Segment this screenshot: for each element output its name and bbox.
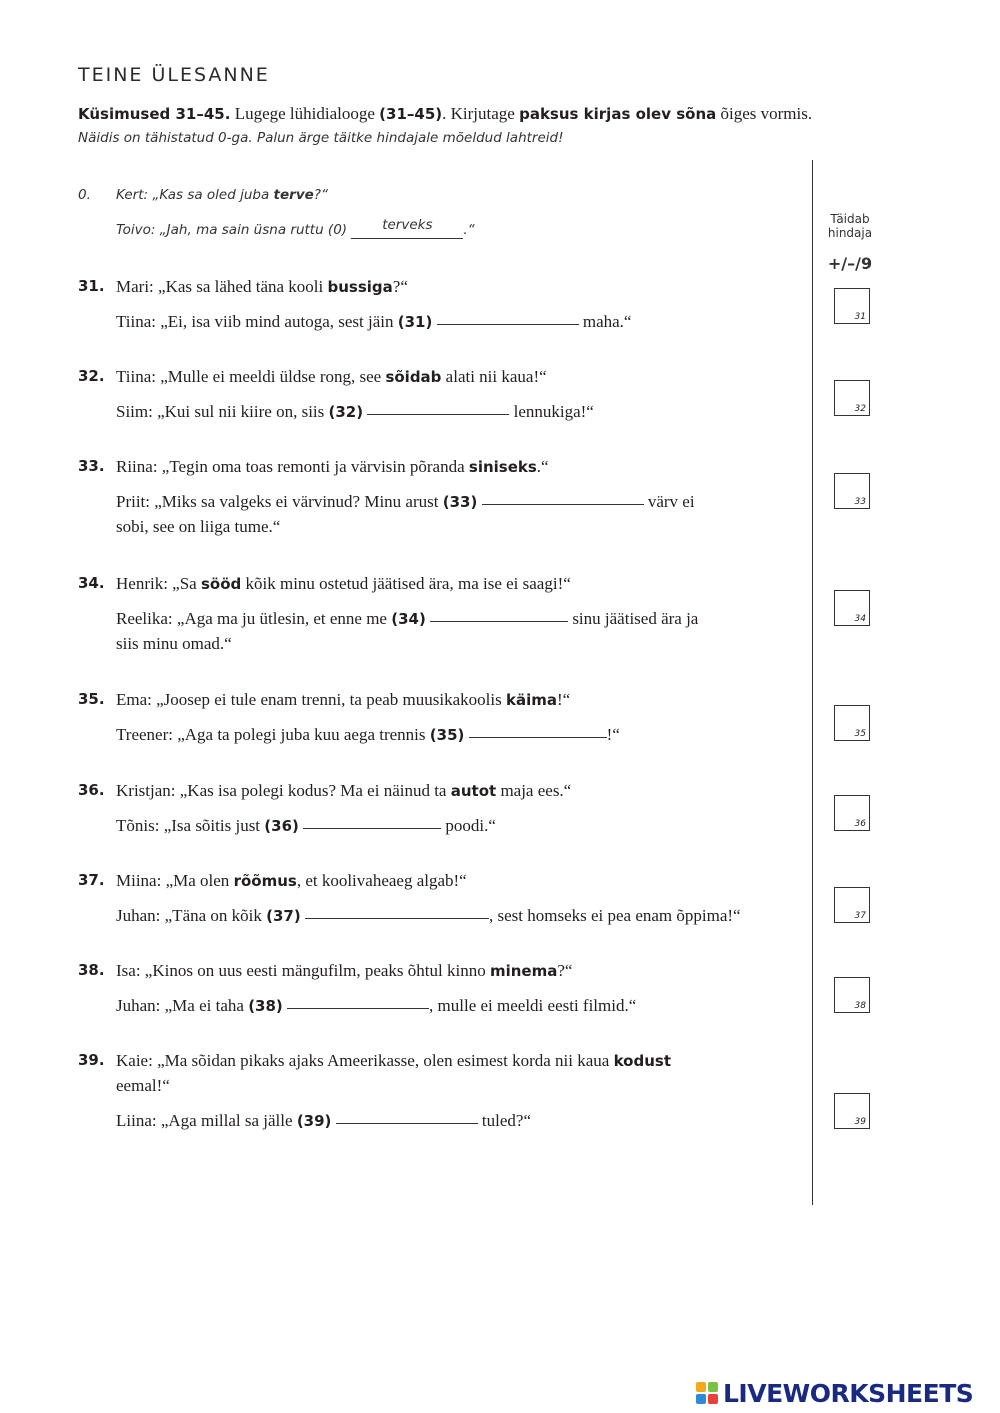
question-line-a-cont: eemal!“: [116, 1076, 170, 1095]
target-word: rõõmus: [233, 872, 297, 890]
grader-box-38: 38: [834, 977, 870, 1013]
target-word: käima: [505, 691, 557, 709]
liveworksheets-logo-icon: [696, 1382, 718, 1404]
example-number: 0.: [78, 187, 91, 203]
question-line-b: Treener: „Aga ta polegi juba kuu aega trennis (35) !“: [116, 725, 620, 744]
example-answer: terveks: [382, 217, 433, 233]
answer-blank-36[interactable]: [303, 827, 441, 829]
answer-blank-39[interactable]: [336, 1122, 478, 1124]
instructions: [78, 104, 878, 124]
grader-box-37: 37: [834, 887, 870, 923]
grader-label-line-2: hindaja: [827, 226, 873, 240]
grader-box-33: 33: [834, 473, 870, 509]
question-number: 32.: [78, 367, 105, 385]
grader-box-39: 39: [834, 1093, 870, 1129]
dialogue-range: (31–45): [379, 105, 443, 123]
question-line-b: Juhan: „Ma ei taha (38) , mulle ei meeldi eesti filmid.“: [116, 996, 637, 1015]
question-line-b-cont: siis minu omad.“: [116, 634, 232, 653]
grader-label: [818, 212, 882, 240]
grader-divider: [812, 160, 813, 1205]
question-number: 38.: [78, 961, 105, 979]
target-word: autot: [450, 782, 497, 800]
question-number: 31.: [78, 277, 105, 295]
instructions-note: Näidis on tähistatud 0-ga. Palun ärge täitke hindajale mõeldud lahtreid!: [78, 130, 564, 146]
answer-blank-38[interactable]: [287, 1007, 429, 1009]
answer-blank-31[interactable]: [437, 323, 579, 325]
question-number: 39.: [78, 1051, 105, 1069]
answer-blank-32[interactable]: [367, 413, 509, 415]
answer-blank-35[interactable]: [469, 736, 607, 738]
question-line-b: Tiina: „Ei, isa viib mind autoga, sest jäin (31) maha.“: [116, 312, 632, 331]
question-line-a: Ema: „Joosep ei tule enam trenni, ta peab muusikakoolis käima!“: [116, 690, 571, 709]
grader-label-line-1: Täidab: [830, 212, 870, 226]
question-line-a: Kaie: „Ma sõidan pikaks ajaks Ameerikasse, olen esimest korda nii kaua kodust: [116, 1051, 671, 1070]
example-line-2: Toivo: „Jah, ma sain üsna ruttu (0) terveks .“: [116, 217, 475, 238]
grader-box-31: 31: [834, 288, 870, 324]
question-line-a: Kristjan: „Kas isa polegi kodus? Ma ei näinud ta autot maja ees.“: [116, 781, 572, 800]
target-word: sõidab: [385, 368, 442, 386]
brand-name: LIVEWORKSHEETS: [723, 1378, 974, 1408]
question-range: Küsimused 31–45.: [78, 105, 231, 123]
instructions-text-3: õiges vormis.: [716, 104, 813, 123]
instructions-text-2: . Kirjutage: [442, 104, 520, 123]
answer-blank-34[interactable]: [430, 620, 568, 622]
example-answer-blank: [351, 217, 463, 239]
question-line-b: Reelika: „Aga ma ju ütlesin, et enne me (34) sinu jäätised ära ja: [116, 609, 699, 628]
answer-blank-33[interactable]: [482, 503, 644, 505]
grader-box-36: 36: [834, 795, 870, 831]
section-heading: TEINE ÜLESANNE: [78, 64, 270, 86]
logo-square-1: [696, 1382, 706, 1392]
question-line-a: Henrik: „Sa sööd kõik minu ostetud jäätised ära, ma ise ei saagi!“: [116, 574, 571, 593]
question-line-b: Tõnis: „Isa sõitis just (36) poodi.“: [116, 816, 496, 835]
question-line-b: Priit: „Miks sa valgeks ei värvinud? Minu arust (33) värv ei: [116, 492, 695, 511]
question-line-b: Liina: „Aga millal sa jälle (39) tuled?“: [116, 1111, 531, 1130]
question-number: 36.: [78, 781, 105, 799]
liveworksheets-brand[interactable]: [696, 1378, 973, 1408]
example-bold-word: terve: [273, 187, 314, 203]
logo-square-3: [696, 1394, 706, 1404]
target-word: bussiga: [327, 278, 393, 296]
answer-blank-37[interactable]: [305, 917, 489, 919]
question-line-b: Juhan: „Täna on kõik (37) , sest homseks ei pea enam õppima!“: [116, 906, 741, 925]
grader-box-32: 32: [834, 380, 870, 416]
grader-box-34: 34: [834, 590, 870, 626]
question-number: 35.: [78, 690, 105, 708]
question-line-a: Tiina: „Mulle ei meeldi üldse rong, see sõidab alati nii kaua!“: [116, 367, 547, 386]
question-number: 37.: [78, 871, 105, 889]
logo-square-4: [708, 1394, 718, 1404]
question-line-a: Mari: „Kas sa lähed täna kooli bussiga?“: [116, 277, 408, 296]
question-number: 33.: [78, 457, 105, 475]
question-line-a: Miina: „Ma olen rõõmus, et koolivaheaeg algab!“: [116, 871, 467, 890]
instructions-text-1: Lugege lühidialooge: [230, 104, 380, 123]
target-word: siniseks: [468, 458, 537, 476]
example-line-1: Kert: „Kas sa oled juba terve?“: [116, 187, 328, 203]
target-word: kodust: [613, 1052, 671, 1070]
target-word: sööd: [200, 575, 242, 593]
question-line-a: Isa: „Kinos on uus eesti mängufilm, peaks õhtul kinno minema?“: [116, 961, 573, 980]
question-line-a: Riina: „Tegin oma toas remonti ja värvisin põranda siniseks.“: [116, 457, 549, 476]
question-line-b: Siim: „Kui sul nii kiire on, siis (32) lennukiga!“: [116, 402, 594, 421]
question-line-b-cont: sobi, see on liiga tume.“: [116, 517, 281, 536]
bold-phrase: paksus kirjas olev sõna: [519, 105, 717, 123]
logo-square-2: [708, 1382, 718, 1392]
target-word: minema: [489, 962, 558, 980]
question-number: 34.: [78, 574, 105, 592]
grader-box-35: 35: [834, 705, 870, 741]
grader-max-score: +/–/9: [827, 254, 873, 273]
